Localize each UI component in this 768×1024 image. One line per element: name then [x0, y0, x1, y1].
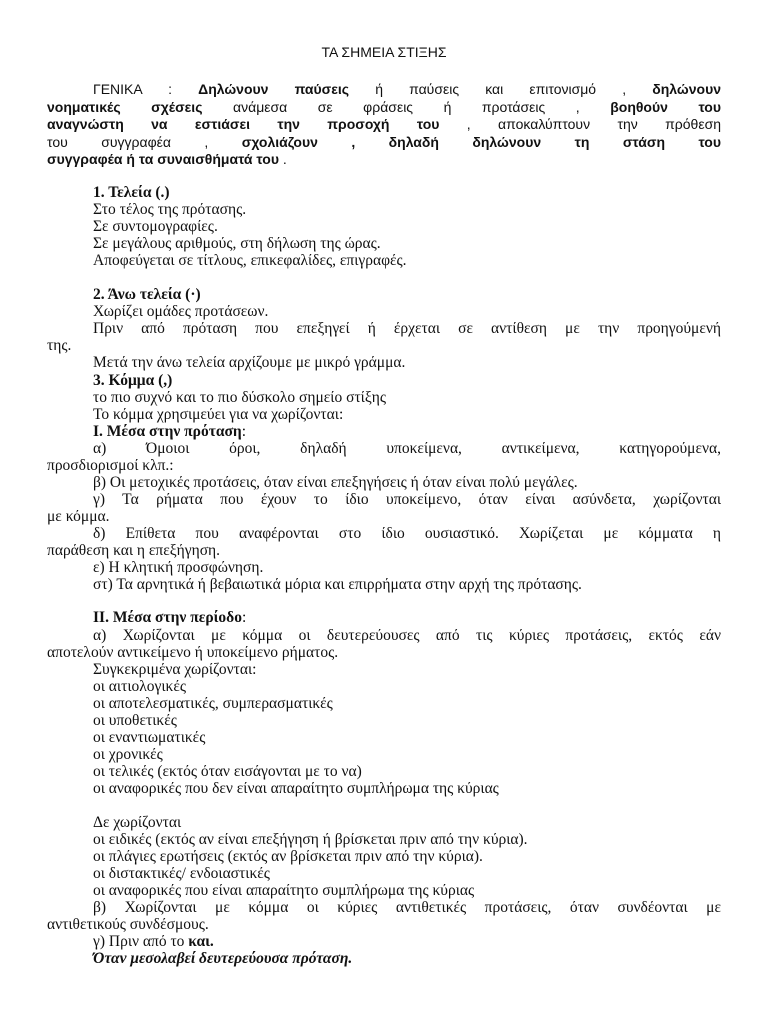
general-line-1 — [93, 81, 721, 98]
list-item: οι χρονικές — [93, 746, 163, 763]
paragraph-line: β) Χωρίζονται με κόμμα οι κύριες αντιθετικές προτάσεις, όταν συνδέονται με — [93, 899, 721, 916]
paragraph-line: Δε χωρίζονται — [93, 814, 182, 831]
list-item: οι αναφορικές που δεν είναι απαραίτητο συμπλήρωμα της κύριας — [93, 780, 499, 797]
list-item: Στο τέλος της πρότασης. — [93, 201, 247, 218]
heading-text: 2. Άνω τελεία (·) — [93, 286, 201, 303]
general-line-3 — [47, 116, 721, 133]
paragraph-line: Χωρίζει ομάδες προτάσεων. — [93, 303, 269, 320]
paragraph-text: γ) Πριν από το — [93, 933, 189, 950]
general-bold: βοηθούν του — [610, 99, 722, 115]
general-line-4 — [47, 134, 721, 151]
paragraph-line: α) Χωρίζονται με κόμμα οι δευτερεύουσες από τις κύριες προτάσεις, εκτός εάν — [93, 627, 721, 644]
list-item: οι αποτελεσματικές, συμπερασματικές — [93, 695, 333, 712]
general-text: . — [278, 151, 287, 167]
paragraph-line: προσδιορισμοί κλπ.: — [47, 457, 174, 474]
paragraph-line: ε) Η κλητική προσφώνηση. — [93, 559, 264, 576]
list-item: οι εναντιωματικές — [93, 729, 206, 746]
general-text: του συγγραφέα , — [47, 134, 209, 150]
paragraph-line: το πιο συχνό και το πιο δύσκολο σημείο στίξης — [93, 389, 387, 406]
paragraph-line: Συγκεκριμένα χωρίζονται: — [93, 661, 257, 678]
heading-colon: : — [241, 609, 247, 626]
paragraph-line: αποτελούν αντικείμενο ή υποκείμενο ρήματος. — [47, 644, 339, 661]
general-bold: αναγνώστη να εστιάσει την προσοχή του — [47, 116, 440, 132]
list-item: Σε μεγάλους αριθμούς, στη δήλωση της ώρας. — [93, 235, 381, 252]
section-heading-period — [93, 184, 721, 201]
page-title: ΤΑ ΣΗΜΕΙΑ ΣΤΙΞΗΣ — [321, 44, 447, 60]
general-label: ΓΕΝΙΚΑ : — [93, 81, 172, 97]
paragraph-line: με κόμμα. — [47, 508, 110, 525]
general-bold: νοηματικές σχέσεις — [47, 99, 203, 115]
section-heading-semicolon — [93, 286, 721, 303]
list-item: οι πλάγιες ερωτήσεις (εκτός αν βρίσκεται πριν από την κύρια). — [93, 848, 483, 865]
general-bold: συγγραφέα ή τα συναισθήματά του — [47, 151, 279, 167]
list-item: οι αιτιολογικές — [93, 678, 186, 695]
list-item: Αποφεύγεται σε τίτλους, επικεφαλίδες, επιγραφές. — [93, 252, 407, 269]
paragraph-line: Μετά την άνω τελεία αρχίζουμε με μικρό γράμμα. — [93, 354, 406, 371]
paragraph-line: παράθεση και η επεξήγηση. — [47, 542, 221, 559]
paragraph-line: αντιθετικούς συνδέσμους. — [47, 916, 209, 933]
subsection-heading-sentence — [93, 423, 721, 440]
paragraph-line — [93, 933, 721, 950]
heading-colon: : — [241, 423, 247, 440]
subsection-heading-period — [93, 609, 721, 626]
paragraph-line: Πριν από πρόταση που επεξηγεί ή έρχεται σε αντίθεση με την προηγούμενή — [93, 320, 721, 337]
heading-text: 3. Κόμμα (,) — [93, 372, 173, 389]
general-text: ανάμεσα σε φράσεις ή προτάσεις , — [202, 99, 580, 115]
general-line-5 — [47, 151, 721, 168]
heading-text: 1. Τελεία (.) — [93, 184, 170, 201]
heading-text: Ι. Μέσα στην πρόταση — [93, 423, 242, 440]
paragraph-line: στ) Τα αρνητικά ή βεβαιωτικά μόρια και επιρρήματα στην αρχή της πρότασης. — [93, 576, 582, 593]
heading-text: ΙΙ. Μέσα στην περίοδο — [93, 609, 242, 626]
list-item: οι υποθετικές — [93, 712, 177, 729]
list-item: οι τελικές (εκτός όταν εισάγονται με το να) — [93, 763, 362, 780]
general-bold-pauses: Δηλώνουν παύσεις — [198, 81, 350, 97]
general-line-2 — [47, 99, 721, 116]
list-item: Σε συντομογραφίες. — [93, 218, 218, 235]
general-bold: σχολιάζουν , δηλαδή δηλώνουν τη στάση του — [241, 134, 721, 150]
list-item: οι αναφορικές που είναι απαραίτητο συμπλήρωμα της κύριας — [93, 882, 475, 899]
paragraph-line: Το κόμμα χρησιμεύει για να χωρίζονται: — [93, 406, 344, 423]
general-bold: δηλώνουν — [652, 81, 722, 97]
bold-word: και. — [188, 933, 214, 950]
paragraph-line: γ) Τα ρήματα που έχουν το ίδιο υποκείμενο, όταν είναι ασύνδετα, χωρίζονται — [93, 491, 721, 508]
paragraph-line: δ) Επίθετα που αναφέρονται στο ίδιο ουσιαστικό. Χωρίζεται με κόμματα η — [93, 525, 721, 542]
paragraph-line: α) Όμοιοι όροι, δηλαδή υποκείμενα, αντικείμενα, κατηγορούμενα, — [93, 440, 721, 457]
list-item: οι διστακτικές/ ενδοιαστικές — [93, 865, 270, 882]
emphasis-line: Όταν μεσολαβεί δευτερεύουσα πρόταση. — [93, 950, 353, 967]
general-text: , αποκαλύπτουν την πρόθεση — [439, 116, 721, 132]
paragraph-line: β) Οι μετοχικές προτάσεις, όταν είναι επεξηγήσεις ή όταν είναι πολύ μεγάλες. — [93, 474, 578, 491]
list-item: οι ειδικές (εκτός αν είναι επεξήγηση ή βρίσκεται πριν από την κύρια). — [93, 831, 528, 848]
general-text: ή παύσεις και επιτονισμό , — [349, 81, 627, 97]
paragraph-line: της. — [47, 337, 72, 354]
section-heading-comma — [93, 372, 721, 389]
